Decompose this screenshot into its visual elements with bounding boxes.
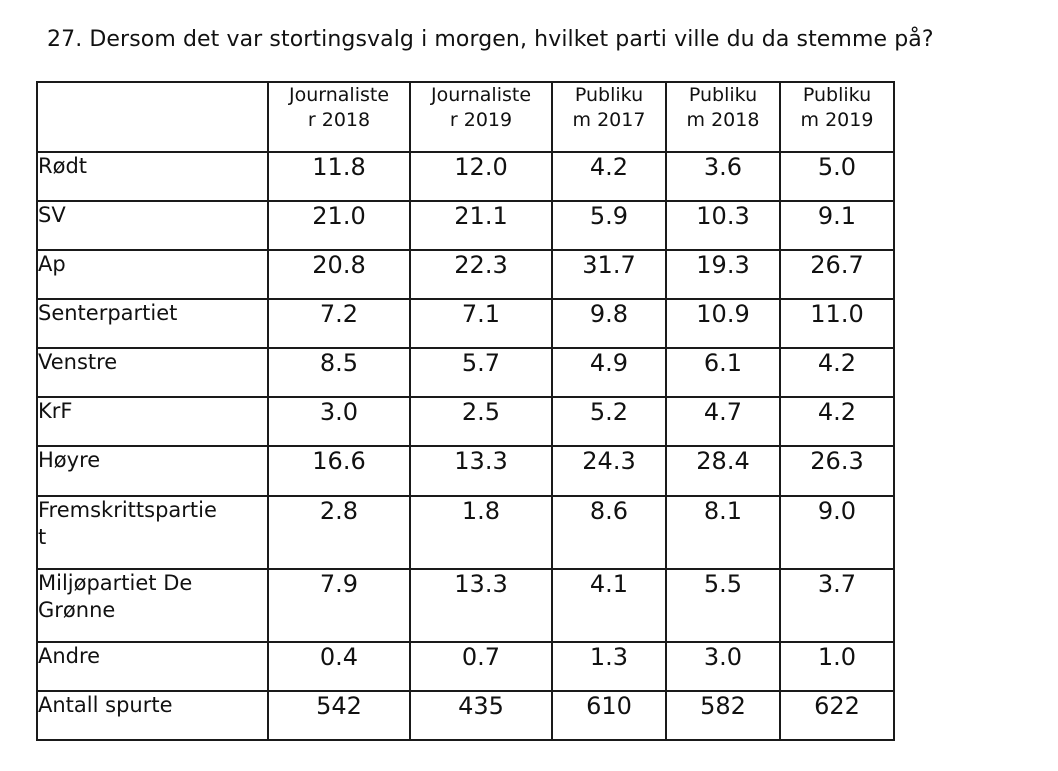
table-cell: 2.5 bbox=[410, 397, 552, 446]
table-cell: 7.9 bbox=[268, 569, 410, 642]
row-label bbox=[37, 152, 268, 201]
table-cell: 8.5 bbox=[268, 348, 410, 397]
table-cell: 31.7 bbox=[552, 250, 666, 299]
row-label-text: KrF bbox=[38, 399, 73, 423]
column-header-publikum-2017 bbox=[552, 82, 666, 152]
table-cell: 13.3 bbox=[410, 446, 552, 496]
table-row-krf bbox=[37, 397, 894, 446]
table-cell: 11.0 bbox=[780, 299, 894, 348]
row-label bbox=[37, 201, 268, 250]
table-row-andre bbox=[37, 642, 894, 691]
row-label bbox=[37, 642, 268, 691]
table-cell: 26.3 bbox=[780, 446, 894, 496]
row-label bbox=[37, 569, 268, 642]
table-cell: 4.9 bbox=[552, 348, 666, 397]
table-cell: 10.9 bbox=[666, 299, 780, 348]
table-cell: 4.2 bbox=[552, 152, 666, 201]
table-cell: 3.0 bbox=[666, 642, 780, 691]
row-label-text: Rødt bbox=[38, 154, 88, 178]
column-header-line1: Journaliste bbox=[288, 84, 390, 106]
table-cell: 24.3 bbox=[552, 446, 666, 496]
table-cell: 26.7 bbox=[780, 250, 894, 299]
row-label-text: Andre bbox=[38, 644, 101, 668]
table-cell: 5.0 bbox=[780, 152, 894, 201]
table-cell: 13.3 bbox=[410, 569, 552, 642]
table-row-senterpartiet bbox=[37, 299, 894, 348]
row-label bbox=[37, 348, 268, 397]
table-cell: 3.6 bbox=[666, 152, 780, 201]
table-row-hoyre bbox=[37, 446, 894, 496]
table-cell: 1.8 bbox=[410, 496, 552, 569]
row-label-text: Høyre bbox=[38, 448, 101, 472]
table-cell: 5.7 bbox=[410, 348, 552, 397]
table-cell: 435 bbox=[410, 691, 552, 740]
table-cell: 2.8 bbox=[268, 496, 410, 569]
table-cell: 4.1 bbox=[552, 569, 666, 642]
row-label bbox=[37, 446, 268, 496]
column-header-journalister-2019 bbox=[410, 82, 552, 152]
poll-results-table bbox=[36, 81, 895, 741]
corner-cell bbox=[37, 82, 268, 152]
table-cell: 12.0 bbox=[410, 152, 552, 201]
table-cell: 0.4 bbox=[268, 642, 410, 691]
column-header-publikum-2018 bbox=[666, 82, 780, 152]
column-header-line2: r 2019 bbox=[449, 109, 513, 131]
column-header-line1: Publiku bbox=[688, 84, 758, 106]
table-cell: 7.1 bbox=[410, 299, 552, 348]
column-header-line2: r 2018 bbox=[307, 109, 371, 131]
question-title: 27. Dersom det var stortingsvalg i morgen, hvilket parti ville du da stemme på? bbox=[47, 27, 934, 52]
row-label-text: Venstre bbox=[38, 350, 118, 374]
table-row-fremskrittspartiet bbox=[37, 496, 894, 569]
table-cell: 622 bbox=[780, 691, 894, 740]
column-header-line1: Journaliste bbox=[430, 84, 532, 106]
table-cell: 21.0 bbox=[268, 201, 410, 250]
table-cell: 20.8 bbox=[268, 250, 410, 299]
table-row-miljopartiet bbox=[37, 569, 894, 642]
column-header-journalister-2018 bbox=[268, 82, 410, 152]
row-label-text: Senterpartiet bbox=[38, 301, 178, 325]
row-label-text-line2: Grønne bbox=[38, 598, 116, 622]
table-cell: 10.3 bbox=[666, 201, 780, 250]
table-cell: 28.4 bbox=[666, 446, 780, 496]
row-label-text-line2: t bbox=[38, 525, 47, 549]
table-cell: 9.1 bbox=[780, 201, 894, 250]
row-label bbox=[37, 250, 268, 299]
row-label-text: SV bbox=[38, 203, 66, 227]
column-header-line1: Publiku bbox=[802, 84, 872, 106]
table-cell: 4.2 bbox=[780, 348, 894, 397]
table-row-sv bbox=[37, 201, 894, 250]
row-label bbox=[37, 496, 268, 569]
table-cell: 8.1 bbox=[666, 496, 780, 569]
row-label-text: Fremskrittspartie bbox=[38, 498, 217, 522]
table-cell: 9.8 bbox=[552, 299, 666, 348]
table-cell: 3.0 bbox=[268, 397, 410, 446]
table-cell: 6.1 bbox=[666, 348, 780, 397]
table-row-ap bbox=[37, 250, 894, 299]
table-cell: 22.3 bbox=[410, 250, 552, 299]
table-cell: 4.2 bbox=[780, 397, 894, 446]
table-cell: 21.1 bbox=[410, 201, 552, 250]
table-cell: 542 bbox=[268, 691, 410, 740]
column-header-line1: Publiku bbox=[574, 84, 644, 106]
table-cell: 8.6 bbox=[552, 496, 666, 569]
header-row bbox=[37, 82, 894, 152]
table-cell: 16.6 bbox=[268, 446, 410, 496]
column-header-publikum-2019 bbox=[780, 82, 894, 152]
row-label bbox=[37, 299, 268, 348]
table-row-venstre bbox=[37, 348, 894, 397]
table-cell: 19.3 bbox=[666, 250, 780, 299]
table-cell: 9.0 bbox=[780, 496, 894, 569]
table-row-antall-spurte bbox=[37, 691, 894, 740]
row-label-text: Ap bbox=[38, 252, 66, 276]
table-cell: 3.7 bbox=[780, 569, 894, 642]
table-cell: 1.0 bbox=[780, 642, 894, 691]
table-cell: 4.7 bbox=[666, 397, 780, 446]
row-label bbox=[37, 397, 268, 446]
table-cell: 5.2 bbox=[552, 397, 666, 446]
table-cell: 610 bbox=[552, 691, 666, 740]
row-label bbox=[37, 691, 268, 740]
table-cell: 5.5 bbox=[666, 569, 780, 642]
table-cell: 5.9 bbox=[552, 201, 666, 250]
column-header-line2: m 2019 bbox=[800, 109, 874, 131]
column-header-line2: m 2017 bbox=[572, 109, 646, 131]
row-label-text: Miljøpartiet De bbox=[38, 571, 193, 595]
table-row-rodt bbox=[37, 152, 894, 201]
row-label-text: Antall spurte bbox=[38, 693, 173, 717]
table-cell: 11.8 bbox=[268, 152, 410, 201]
table-cell: 0.7 bbox=[410, 642, 552, 691]
table-cell: 582 bbox=[666, 691, 780, 740]
table-cell: 7.2 bbox=[268, 299, 410, 348]
table-cell: 1.3 bbox=[552, 642, 666, 691]
column-header-line2: m 2018 bbox=[686, 109, 760, 131]
